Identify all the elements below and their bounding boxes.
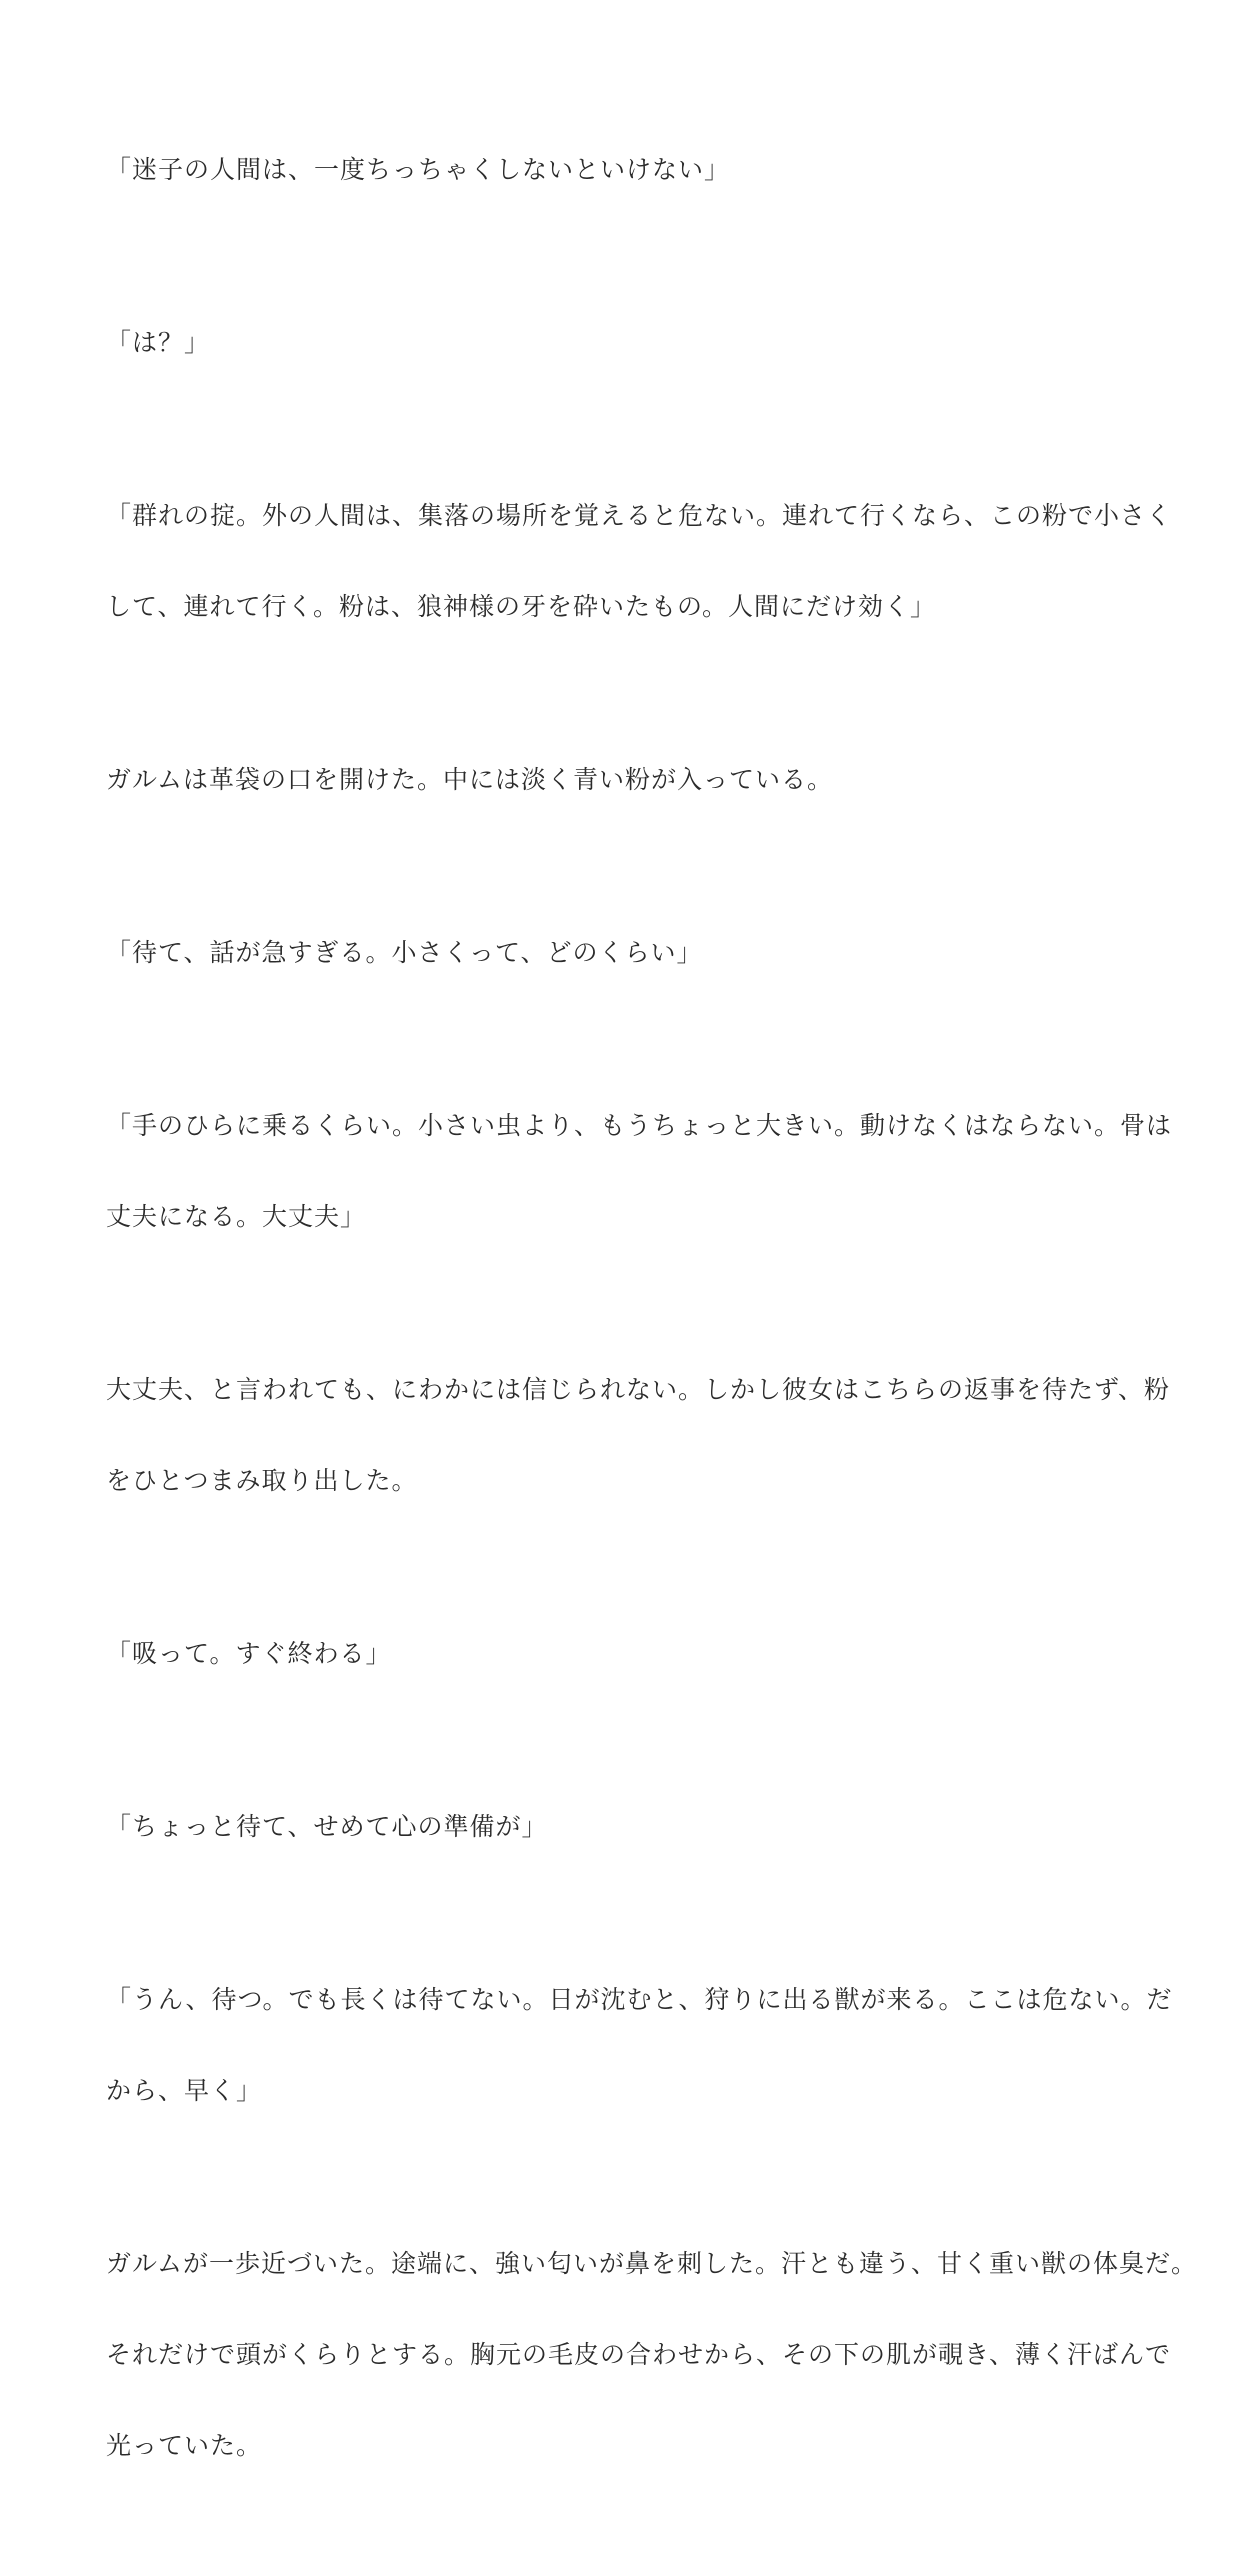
text-line: ガルムは革袋の口を開けた。中には淡く青い粉が入っている。	[106, 765, 834, 794]
paragraph-3	[106, 470, 1173, 652]
text-line: 「待て、話が急すぎる。小さくって、どのくらい」	[106, 938, 703, 967]
text-line: から、早く」	[106, 2076, 263, 2105]
paragraph-8	[106, 1608, 1136, 1699]
text-line: それだけで頭がくらりとする。胸元の毛皮の合わせから、その下の肌が覗き、薄く汗ばんで	[106, 2340, 1172, 2369]
text-line: 「吸って。すぐ終わる」	[106, 1639, 392, 1668]
paragraph-1	[106, 124, 1136, 215]
paragraph-2	[106, 297, 1136, 388]
body-text	[106, 124, 1198, 2573]
text-line: して、連れて行く。粉は、狼神様の牙を砕いたもの。人間にだけ効く」	[106, 592, 937, 621]
text-line: 「迷子の人間は、一度ちっちゃくしないといけない」	[106, 155, 731, 184]
paragraph-6	[106, 1080, 1173, 1262]
text-line: 「手のひらに乗るくらい。小さい虫より、もうちょっと大きい。動けなくはならない。骨は	[106, 1111, 1173, 1140]
paragraph-4	[106, 734, 1136, 825]
text-line: 丈夫になる。大丈夫」	[106, 1202, 367, 1231]
paragraph-5	[106, 907, 1136, 998]
text-line: 光っていた。	[106, 2431, 263, 2460]
text-line: ガルムが一歩近づいた。途端に、強い匂いが鼻を刺した。汗とも違う、甘く重い獣の体臭だ。	[106, 2249, 1198, 2278]
paragraph-11	[106, 2218, 1198, 2491]
text-line: 大丈夫、と言われても、にわかには信じられない。しかし彼女はこちらの返事を待たず、粉	[106, 1375, 1171, 1404]
text-line: 「は？」	[106, 328, 211, 357]
text-line: 「うん、待つ。でも長くは待てない。日が沈むと、狩りに出る獣が来る。ここは危ない。だ	[106, 1985, 1173, 2014]
paragraph-9	[106, 1781, 1136, 1872]
text-line: をひとつまみ取り出した。	[106, 1466, 418, 1495]
text-line: 「群れの掟。外の人間は、集落の場所を覚えると危ない。連れて行くなら、この粉で小さく	[106, 501, 1173, 530]
text-line: 「ちょっと待て、せめて心の準備が」	[106, 1812, 548, 1841]
paragraph-10	[106, 1954, 1173, 2136]
paragraph-7	[106, 1344, 1171, 1526]
